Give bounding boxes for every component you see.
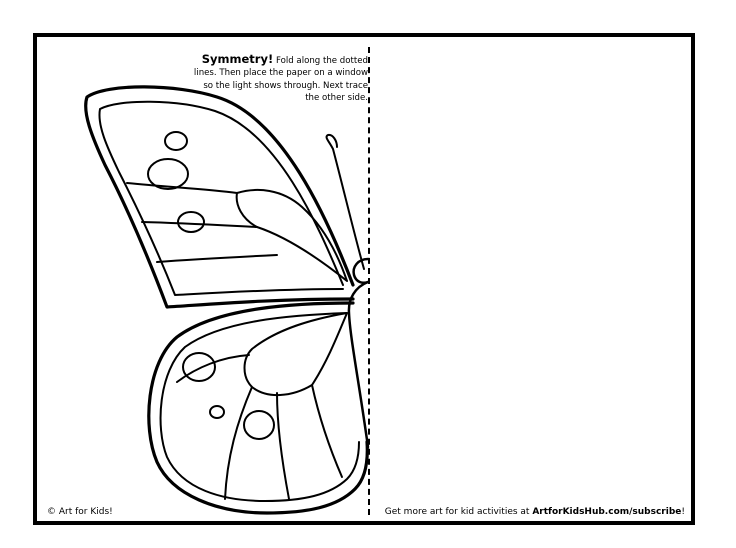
lower-wing-vein	[277, 393, 289, 499]
upper-wing-vein	[142, 222, 257, 227]
wing-spot	[210, 406, 224, 418]
upper-wing-inner-border	[99, 102, 343, 295]
instructions-body: Fold along the dotted lines. Then place the paper on a window so the light shows through. Next trace the other side.	[193, 56, 368, 104]
lower-wing-vein	[312, 385, 342, 477]
copyright-text: © Art for Kids!	[47, 507, 113, 517]
lower-wing-inner-border	[161, 313, 359, 501]
worksheet-frame	[33, 33, 695, 525]
instructions-title: Symmetry!	[201, 52, 274, 66]
upper-wing-outline	[86, 87, 353, 307]
wing-spot	[178, 212, 204, 232]
lower-wing-cell	[245, 313, 348, 395]
butterfly-body	[349, 282, 368, 447]
lower-wing-outline	[149, 303, 367, 513]
wing-spot	[148, 159, 188, 189]
upper-wing-vein	[157, 255, 277, 262]
antenna	[327, 135, 364, 269]
wing-spot	[244, 411, 274, 439]
upper-wing-cell	[237, 190, 347, 281]
wing-spot	[165, 132, 187, 150]
half-butterfly-drawing	[37, 37, 699, 529]
footer-promo	[385, 507, 685, 517]
wing-spot	[183, 353, 215, 381]
footer-promo-prefix: Get more art for kid activities at	[384, 507, 533, 517]
footer-promo-suffix: !	[681, 507, 685, 517]
subscribe-link[interactable]: ArtforKidsHub.com/subscribe	[532, 507, 682, 517]
butterfly-head	[354, 259, 368, 283]
lower-wing-vein	[225, 387, 252, 499]
